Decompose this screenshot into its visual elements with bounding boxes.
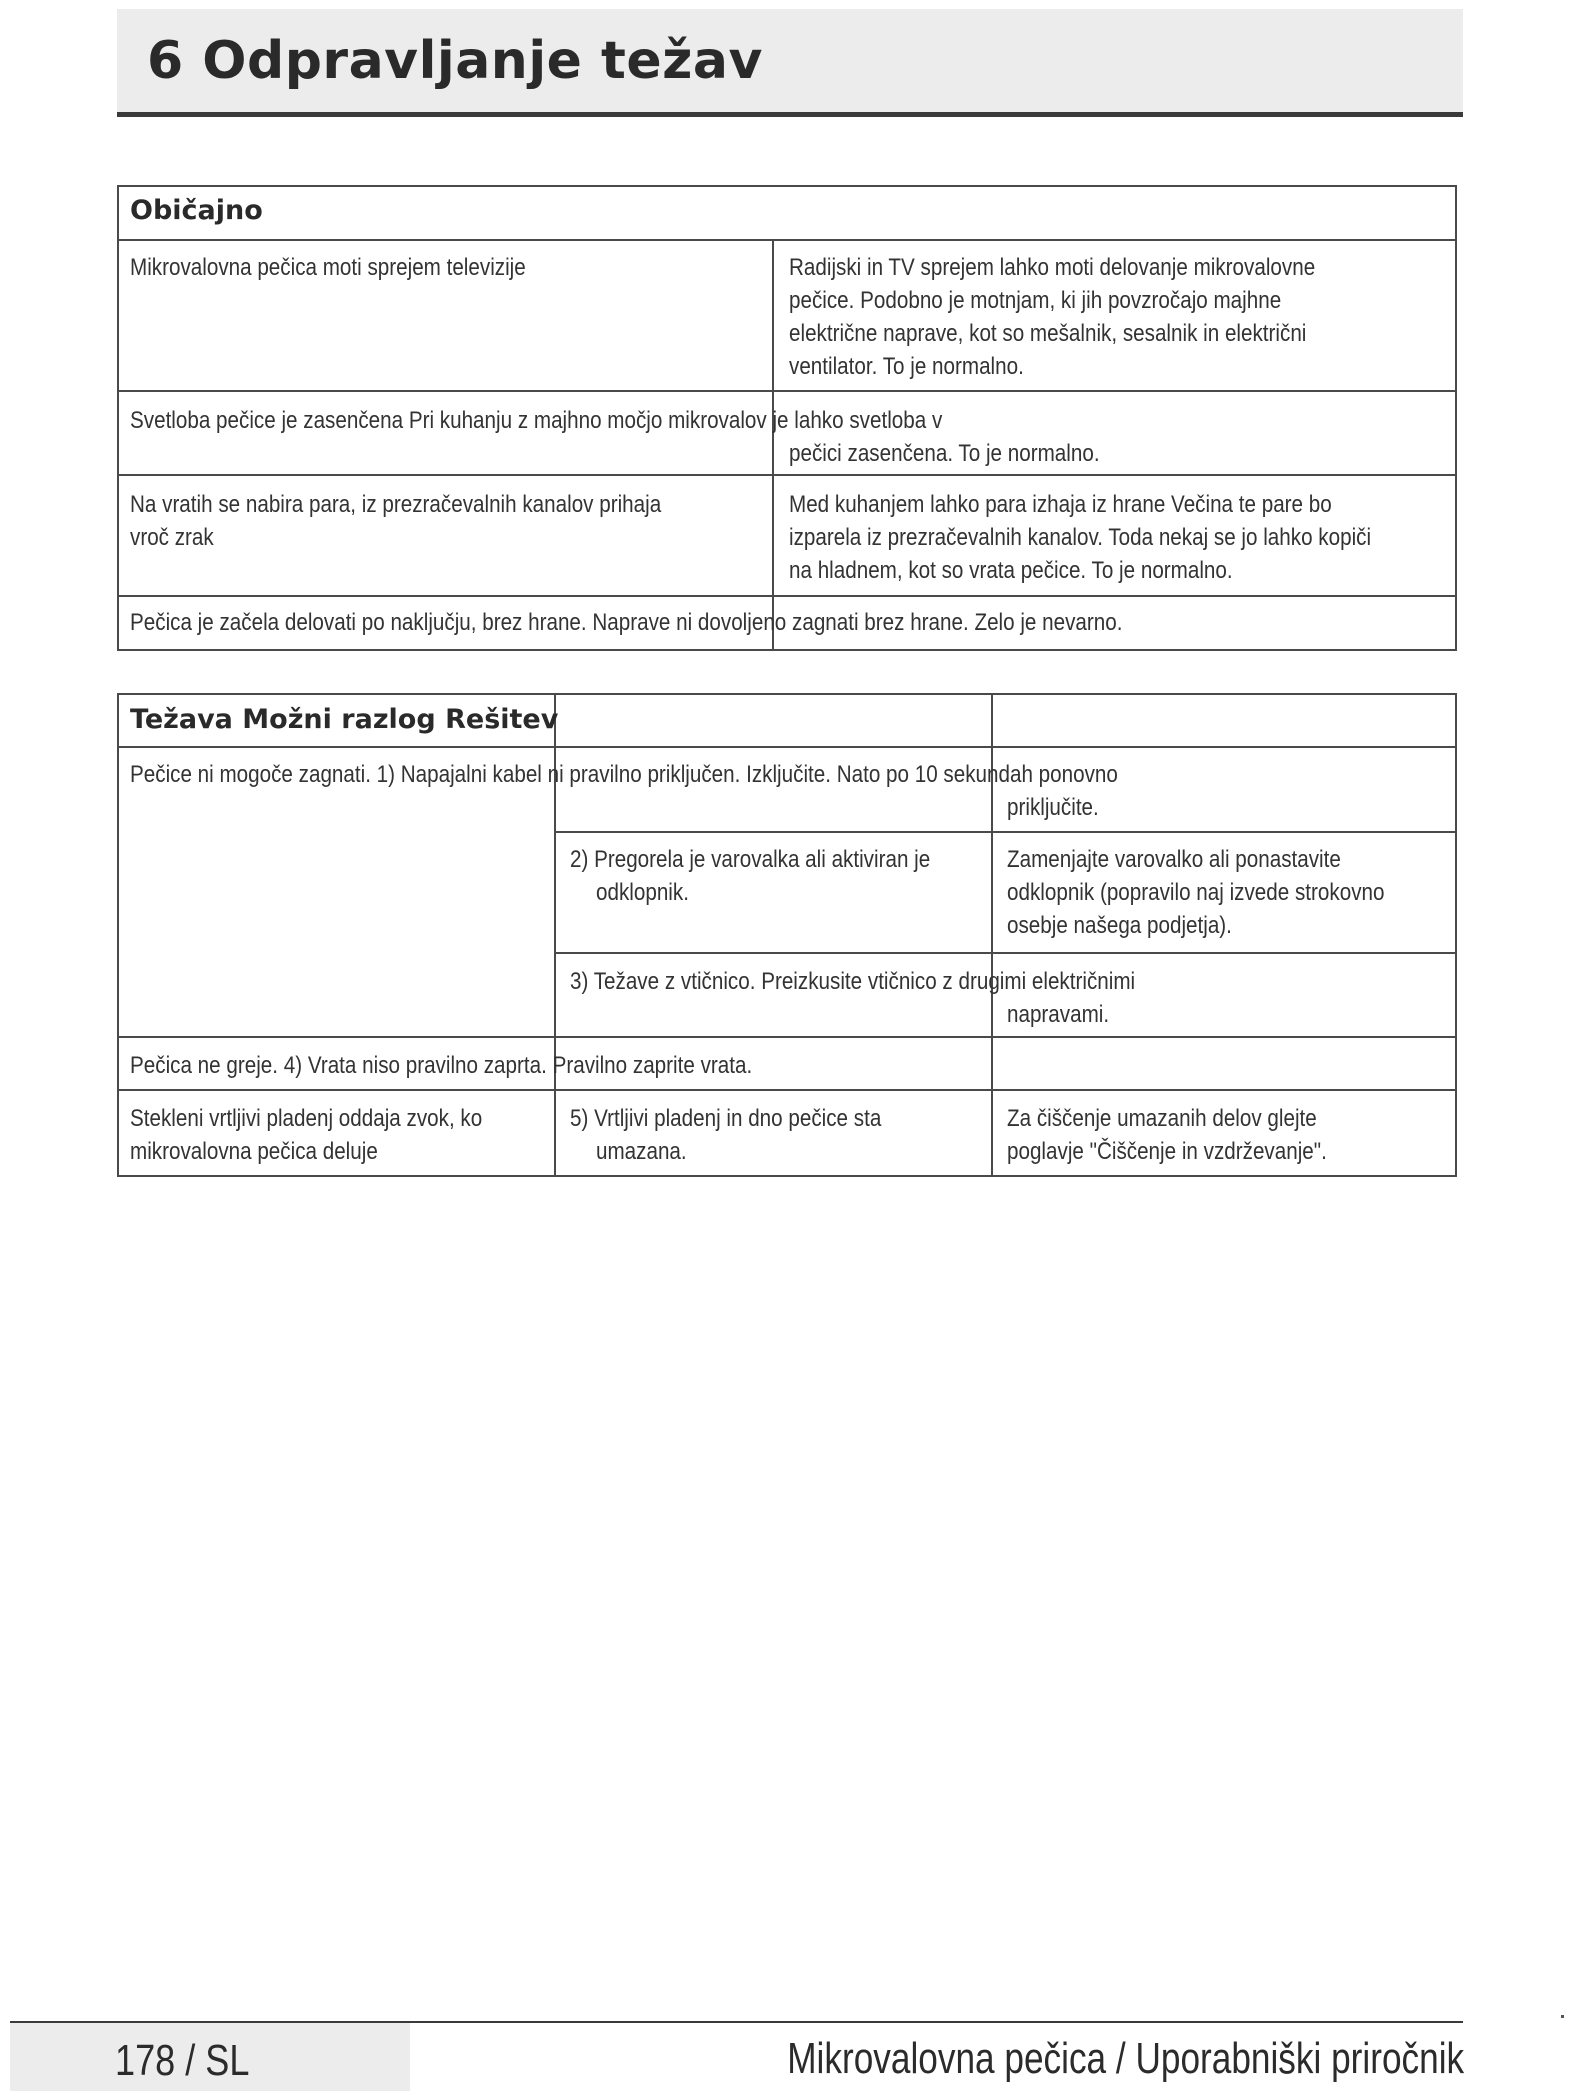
- row-text: Pečica ne greje. 4) Vrata niso pravilno zaprta. Pravilno zaprite vrata.: [130, 1052, 753, 1079]
- chapter-header: [117, 9, 1463, 117]
- table2-divider: [117, 1089, 1457, 1091]
- reason-text: 2) Pregorela je varovalka ali aktiviran je: [570, 846, 931, 873]
- table2-divider: [555, 831, 1457, 833]
- table2-divider: [117, 746, 1457, 748]
- table1-column-divider: [772, 239, 774, 651]
- table2-heading: Težava Možni razlog Rešitev: [130, 704, 559, 735]
- reason-text: umazana.: [596, 1138, 687, 1165]
- table1-divider: [117, 595, 1457, 597]
- row-text: 3) Težave z vtičnico. Preizkusite vtičnico z drugimi električnimi: [570, 968, 1136, 995]
- table1-heading: Običajno: [130, 195, 263, 226]
- solution-text: na hladnem, kot so vrata pečice. To je normalno.: [789, 557, 1233, 584]
- footer-rule: [10, 2021, 1463, 2023]
- solution-text: poglavje "Čiščenje in vzdrževanje".: [1007, 1138, 1327, 1165]
- issue-text: Stekleni vrtljivi pladenj oddaja zvok, ko: [130, 1105, 483, 1132]
- row-text: priključite.: [1007, 794, 1099, 821]
- table2-divider: [117, 1036, 1457, 1038]
- edge-mark: [1561, 2015, 1564, 2018]
- solution-text: Med kuhanjem lahko para izhaja iz hrane Večina te pare bo: [789, 491, 1332, 518]
- page-number: 178 / SL: [115, 2036, 250, 2085]
- issue-text: Mikrovalovna pečica moti sprejem televizije: [130, 254, 526, 281]
- chapter-title: 6 Odpravljanje težav: [147, 31, 763, 91]
- solution-text: ventilator. To je normalno.: [789, 353, 1024, 380]
- row-text: pečici zasenčena. To je normalno.: [789, 440, 1100, 467]
- issue-text: vroč zrak: [130, 524, 214, 551]
- table1-divider: [117, 239, 1457, 241]
- table1-divider: [117, 474, 1457, 476]
- solution-text: Za čiščenje umazanih delov glejte: [1007, 1105, 1317, 1132]
- solution-text: osebje našega podjetja).: [1007, 912, 1232, 939]
- row-text: Svetloba pečice je zasenčena Pri kuhanju z majhno močjo mikrovalov je lahko svetloba v: [130, 407, 943, 434]
- reason-text: odklopnik.: [596, 879, 689, 906]
- document-title: Mikrovalovna pečica / Uporabniški priročnik: [787, 2034, 1464, 2083]
- table2-divider: [555, 952, 1457, 954]
- reason-text: 5) Vrtljivi pladenj in dno pečice sta: [570, 1105, 882, 1132]
- table1-divider: [117, 390, 1457, 392]
- issue-text: mikrovalovna pečica deluje: [130, 1138, 378, 1165]
- row-text: napravami.: [1007, 1001, 1110, 1028]
- solution-text: električne naprave, kot so mešalnik, sesalnik in električni: [789, 320, 1307, 347]
- issue-text: Na vratih se nabira para, iz prezračevalnih kanalov prihaja: [130, 491, 662, 518]
- row-text: Pečica je začela delovati po naključju, brez hrane. Naprave ni dovoljeno zagnati brez hrane. Zelo je nevarno.: [130, 609, 1123, 636]
- solution-text: Radijski in TV sprejem lahko moti delovanje mikrovalovne: [789, 254, 1316, 281]
- solution-text: pečice. Podobno je motnjam, ki jih povzročajo majhne: [789, 287, 1282, 314]
- solution-text: izparela iz prezračevalnih kanalov. Toda nekaj se jo lahko kopiči: [789, 524, 1372, 551]
- row-text: Pečice ni mogoče zagnati. 1) Napajalni kabel ni pravilno priključen. Izključite. Nato po 10 sekundah ponovno: [130, 761, 1118, 788]
- solution-text: Zamenjajte varovalko ali ponastavite: [1007, 846, 1341, 873]
- solution-text: odklopnik (popravilo naj izvede strokovno: [1007, 879, 1385, 906]
